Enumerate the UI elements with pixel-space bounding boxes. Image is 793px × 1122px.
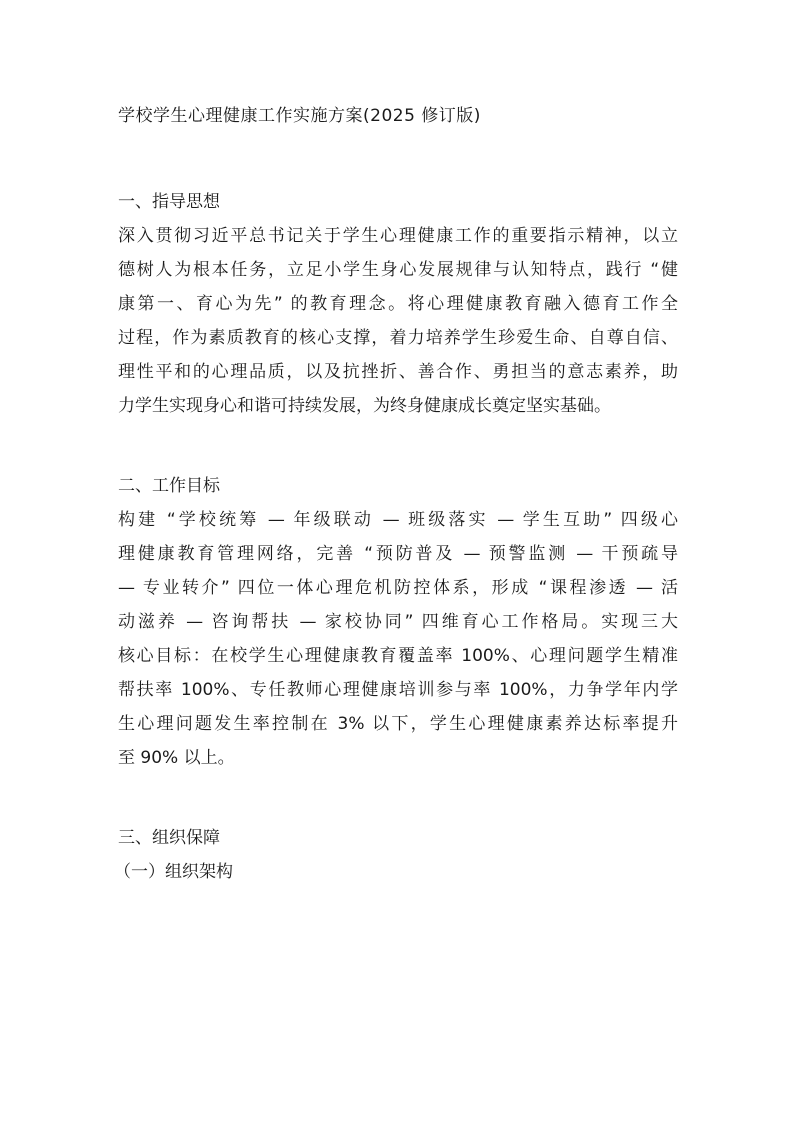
section-heading-guiding-ideology: 一、指导思想 (118, 192, 220, 212)
text-line: 核心目标：在校学生心理健康教育覆盖率 100%、心理问题学生精准 (118, 646, 678, 666)
text-line: 深入贯彻习近平总书记关于学生心理健康工作的重要指示精神，以立 (118, 226, 678, 246)
text-line: 构建 “学校统筹 — 年级联动 — 班级落实 — 学生互助” 四级心 (118, 510, 678, 530)
section-heading-work-goals: 二、工作目标 (118, 476, 220, 496)
spacer (118, 132, 678, 185)
spacer (118, 423, 678, 469)
text-line: — 专业转介” 四位一体心理危机防控体系，形成 “课程渗透 — 活 (118, 578, 678, 598)
document-title: 学校学生心理健康工作实施方案(2025 修订版) (118, 106, 481, 126)
section-heading-organizational-guarantee: 三、组织保障 (118, 828, 220, 848)
document-body (114, 100, 678, 889)
text-line: 动滋养 — 咨询帮扶 — 家校协同” 四维育心工作格局。实现三大 (118, 612, 678, 632)
text-line: 康第一、育心为先” 的教育理念。将心理健康教育融入德育工作全 (118, 294, 678, 314)
text-line: 德树人为根本任务，立足小学生身心发展规律与认知特点，践行 “健 (118, 260, 678, 280)
text-line: 理性平和的心理品质，以及抗挫折、善合作、勇担当的意志素养，助 (118, 362, 678, 382)
text-line: 至 90% 以上。 (118, 748, 235, 768)
text-line: 理健康教育管理网络，完善 “预防普及 — 预警监测 — 干预疏导 (118, 544, 678, 564)
text-line: 帮扶率 100%、专任教师心理健康培训参与率 100%，力争学年内学 (118, 680, 678, 700)
text-line: 力学生实现身心和谐可持续发展，为终身健康成长奠定坚实基础。 (118, 396, 611, 416)
text-line: 生心理问题发生率控制在 3% 以下，学生心理健康素养达标率提升 (118, 714, 678, 734)
subheading-organizational-structure: （一）组织架构 (114, 862, 233, 882)
paragraph-work-goals (118, 503, 678, 775)
text-line: 过程，作为素质教育的核心支撑，着力培养学生珍爱生命、自尊自信、 (118, 328, 678, 348)
paragraph-guiding-ideology (118, 219, 678, 423)
spacer (118, 775, 678, 821)
